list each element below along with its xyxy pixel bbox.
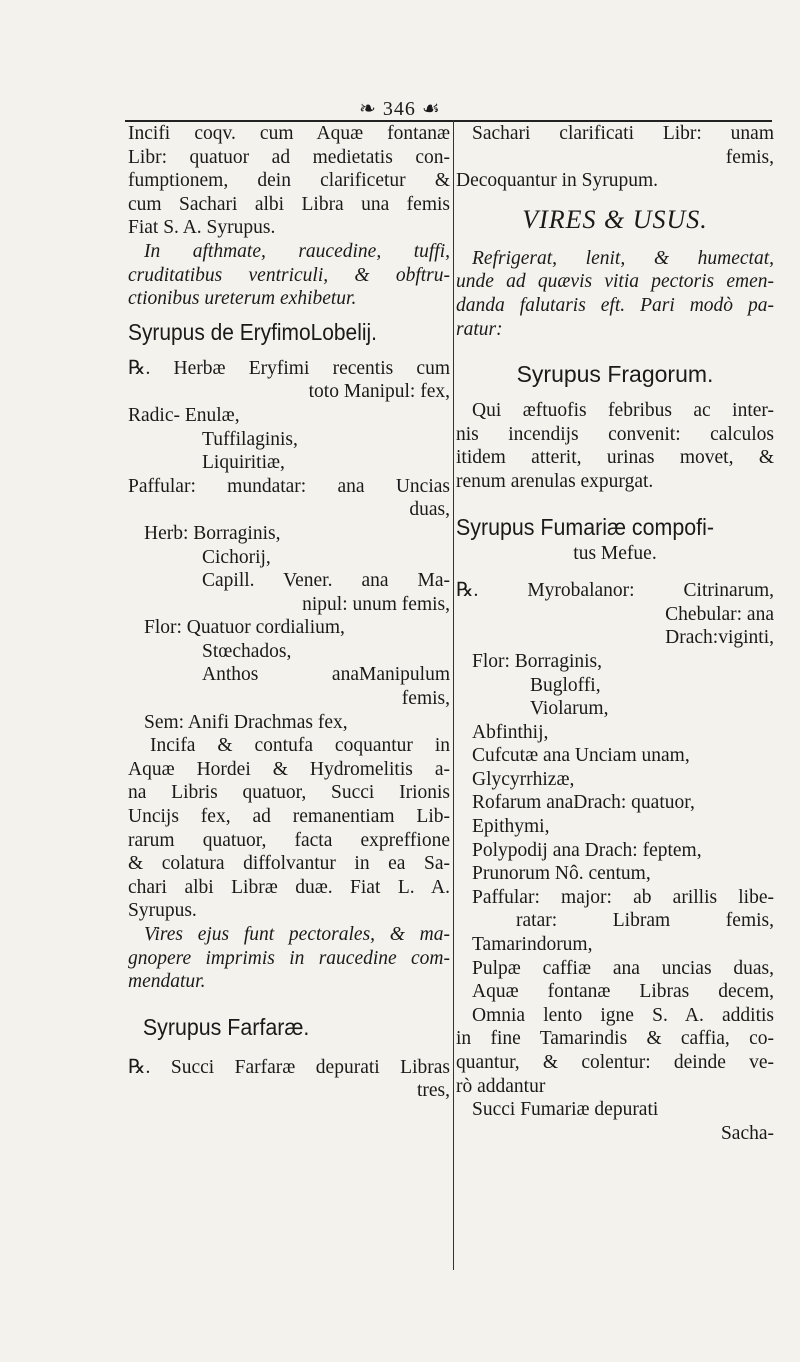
recipe-line: ℞. Myrobalanor: Citrinarum, <box>456 580 774 602</box>
ornament-right-icon: ☙ <box>421 98 441 120</box>
recipe-line: Liquiritiæ, <box>202 452 285 474</box>
recipe-line: Rofarum anaDrach: quatuor, <box>472 792 695 814</box>
text-line: renum arenulas expurgat. <box>456 470 654 492</box>
section-heading: VIRES & USUS. <box>522 204 708 234</box>
recipe-line: Flor: Quatuor cordialium, <box>144 617 345 639</box>
recipe-line: toto Manipul: fex, <box>308 381 450 403</box>
recipe-line: in fine Tamarindis & caffia, co- <box>456 1028 774 1050</box>
recipe-line: Omnia lento igne S. A. additis <box>472 1004 774 1026</box>
italic-line: Refrigerat, lenit, & humectat, <box>472 247 774 269</box>
recipe-line: rarum quatuor, facta expreffione <box>128 829 450 851</box>
recipe-line: rò addantur <box>456 1075 546 1097</box>
recipe-line: Herb: Borraginis, <box>144 522 281 544</box>
recipe-line: Tuffilaginis, <box>202 428 298 450</box>
recipe-line: nipul: unum femis, <box>302 593 450 615</box>
section-heading: Syrupus Farfaræ. <box>142 1013 310 1040</box>
recipe-line: Pulpæ caffiæ ana uncias duas, <box>472 957 774 979</box>
page-header <box>0 96 800 122</box>
recipe-line: chari albi Libræ duæ. Fiat L. A. <box>128 876 450 898</box>
column-divider <box>453 120 454 1270</box>
text-line: Sachari clarificati Libr: unam <box>472 123 774 144</box>
recipe-line: Drach:viginti, <box>665 627 774 649</box>
section-heading: tus Mefue. <box>573 542 657 564</box>
italic-line: ctionibus ureterum exhibetur. <box>128 288 357 310</box>
recipe-line: Radic- Enulæ, <box>128 404 240 426</box>
recipe-line: na Libris quatuor, Succi Irionis <box>128 782 450 804</box>
recipe-line: Uncijs fex, ad remanentiam Lib- <box>128 806 450 828</box>
recipe-line: Incifa & contufa coquantur in <box>150 735 450 757</box>
recipe-line: ℞. Herbæ Eryfimi recentis cum <box>128 357 450 379</box>
italic-line: In afthmate, raucedine, tuffi, <box>144 240 450 262</box>
recipe-line: Cichorij, <box>202 546 271 568</box>
recipe-line: Syrupus. <box>128 900 197 922</box>
recipe-line: Capill. Vener. ana Ma- <box>202 570 450 592</box>
italic-line: danda falutaris eft. Pari modò pa- <box>456 294 774 316</box>
recipe-line: ratar: Libram femis, <box>516 910 774 932</box>
section-heading: Syrupus Fragorum. <box>516 361 714 388</box>
recipe-line: Anthos anaManipulum <box>202 664 450 686</box>
italic-line: ratur: <box>456 318 503 340</box>
recipe-line: Tamarindorum, <box>472 934 593 956</box>
text-line: femis, <box>725 146 774 168</box>
text-line: Libr: quatuor ad medietatis con- <box>128 146 450 168</box>
recipe-line: Prunorum Nô. centum, <box>472 863 651 885</box>
recipe-line: Chebular: ana <box>665 603 774 625</box>
recipe-line: Glycyrrhizæ, <box>472 768 575 790</box>
recipe-line: & colatura diffolvantur in ea Sa- <box>128 853 450 875</box>
italic-line: mendatur. <box>128 971 206 993</box>
italic-line: cruditatibus ventriculi, & obftru- <box>128 264 450 286</box>
recipe-line: Succi Fumariæ depurati <box>472 1099 659 1121</box>
recipe-line: duas, <box>409 499 450 521</box>
italic-line: gnopere imprimis in raucedine com- <box>128 947 450 969</box>
recipe-line: Flor: Borraginis, <box>472 650 602 672</box>
text-line: Fiat S. A. Syrupus. <box>128 217 276 239</box>
italic-line: unde ad quævis vitia pectoris emen- <box>456 271 774 293</box>
recipe-line: tres, <box>416 1080 450 1102</box>
recipe-line: Epithymi, <box>472 816 550 838</box>
recipe-line: Sem: Anifi Drachmas fex, <box>144 711 348 733</box>
recipe-line: Violarum, <box>530 698 609 720</box>
recipe-line: quantur, & colentur: deinde ve- <box>456 1052 774 1073</box>
page-number: 346 <box>382 98 416 120</box>
text-line: nis incendijs convenit: calculos <box>456 423 774 445</box>
recipe-line: Polypodij ana Drach: feptem, <box>472 839 702 861</box>
catchword: Sacha- <box>720 1122 774 1144</box>
italic-line: Vires ejus funt pectorales, & ma- <box>144 924 450 945</box>
left-column <box>128 122 450 1103</box>
text-line: Incifi coqv. cum Aquæ fontanæ <box>128 123 450 144</box>
text-line: itidem atterit, urinas movet, & <box>456 447 774 469</box>
recipe-line: Paffular: major: ab arillis libe- <box>472 886 774 908</box>
recipe-line: Aquæ Hordei & Hydromelitis a- <box>128 758 450 780</box>
recipe-line: Cufcutæ ana Unciam unam, <box>472 745 690 767</box>
text-line: Decoquantur in Syrupum. <box>456 170 659 192</box>
right-column <box>456 122 774 1145</box>
ornament-left-icon: ❧ <box>359 98 377 120</box>
text-line: fumptionem, dein clarificetur & <box>128 170 450 192</box>
recipe-line: Bugloffi, <box>530 674 601 696</box>
text-line: cum Sachari albi Libra una femis <box>128 193 450 215</box>
text-line: Qui æftuofis febribus ac inter- <box>472 400 774 422</box>
recipe-line: Abfinthij, <box>472 721 549 743</box>
section-heading: Syrupus Fumariæ compofi- <box>456 513 714 540</box>
recipe-line: femis, <box>401 688 450 710</box>
recipe-line: Aquæ fontanæ Libras decem, <box>472 981 774 1003</box>
recipe-line: Paffular: mundatar: ana Uncias <box>128 475 450 497</box>
recipe-line: ℞. Succi Farfaræ depurati Libras <box>128 1056 450 1078</box>
recipe-line: Stœchados, <box>202 640 292 662</box>
section-heading: Syrupus de EryfimoLobelij. <box>128 318 377 345</box>
